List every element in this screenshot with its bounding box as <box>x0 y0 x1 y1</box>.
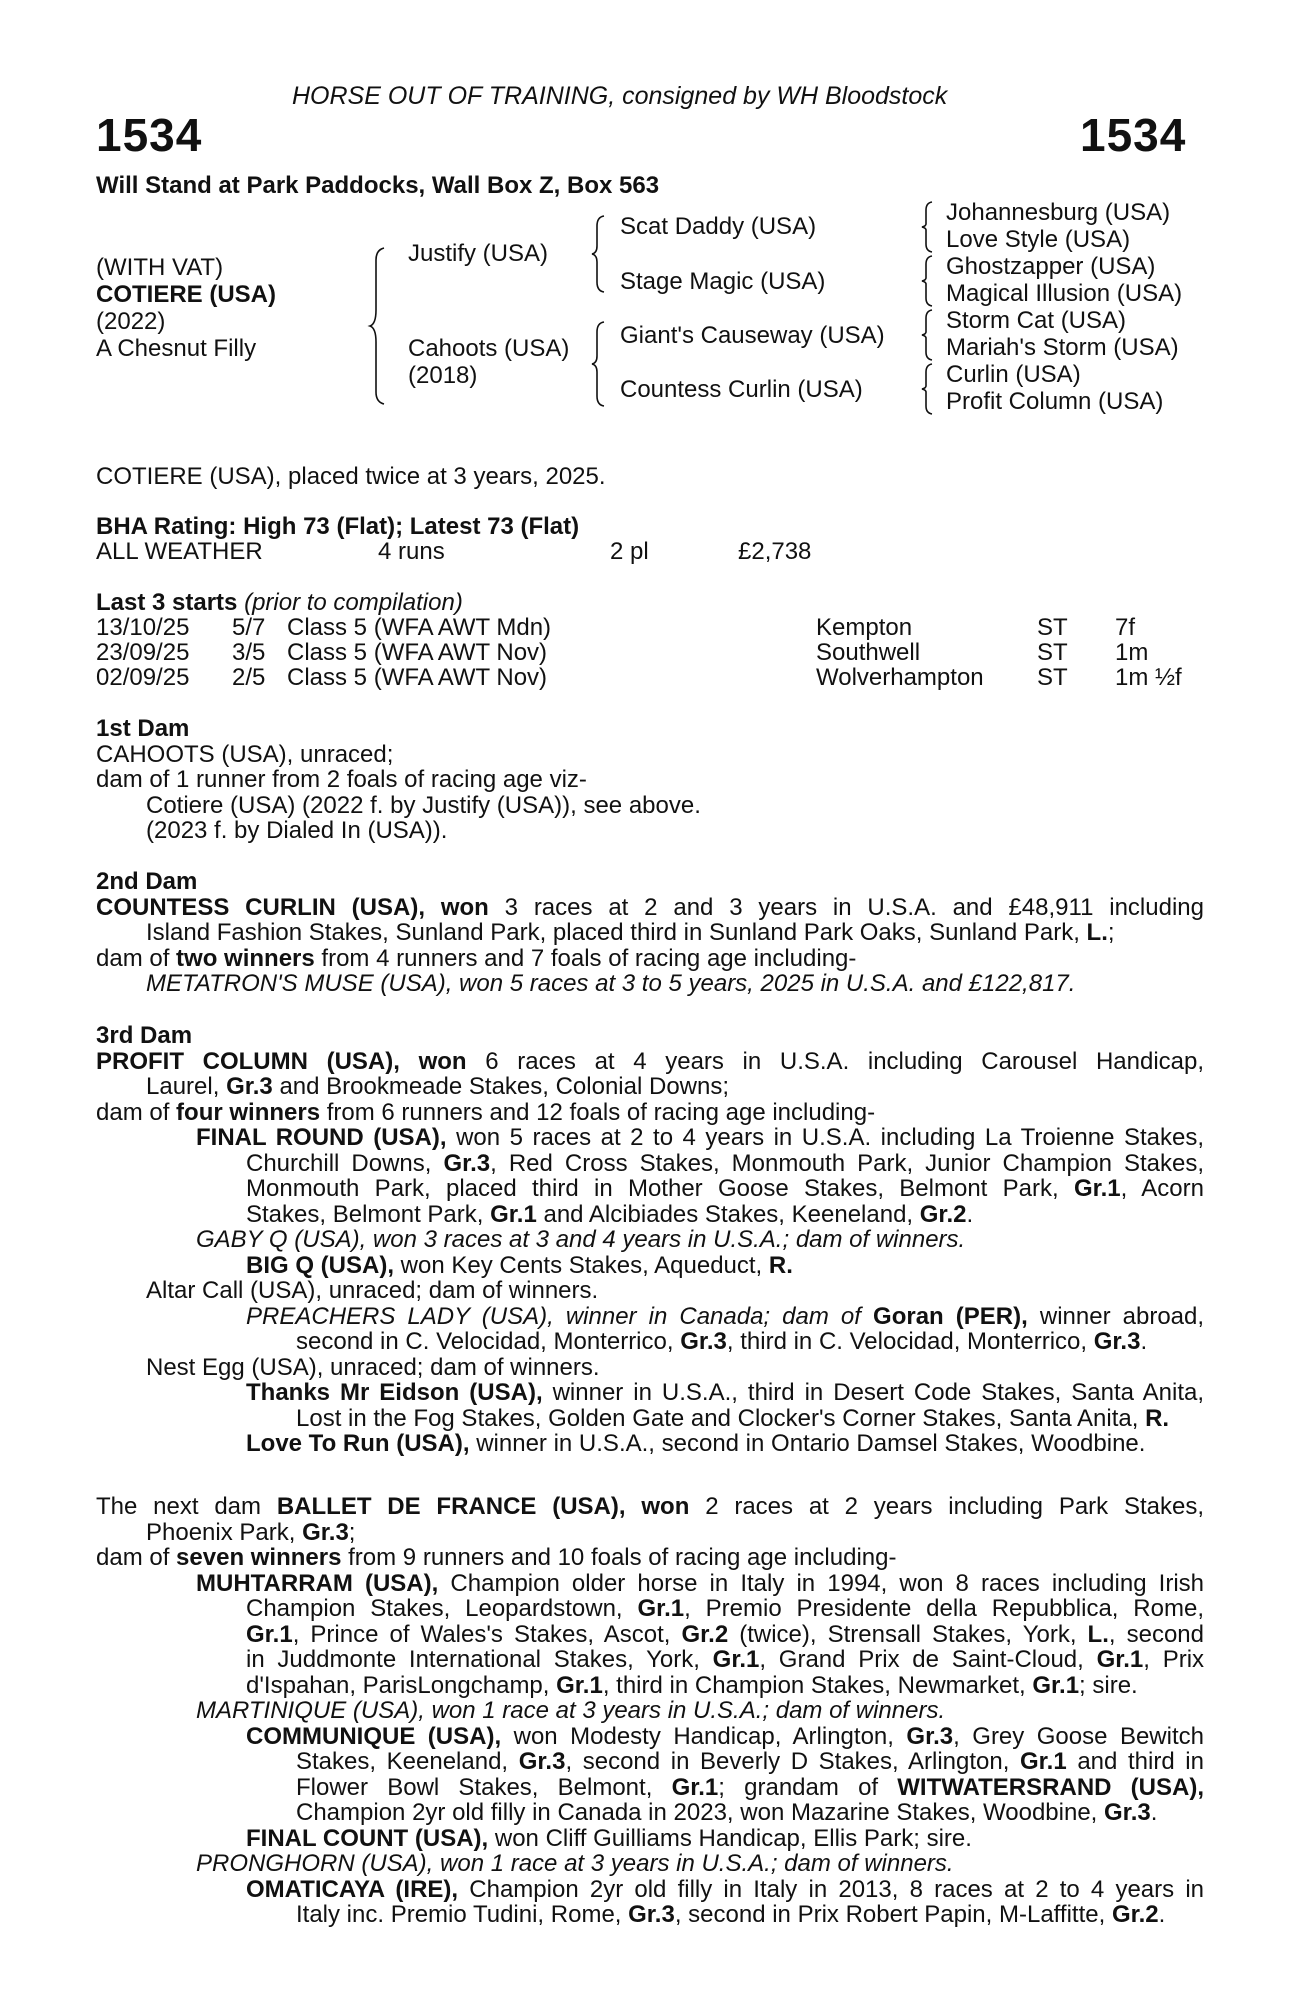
grade-label: Gr.1 <box>1096 1646 1144 1673</box>
start-race-2: Class 5 (WFA AWT Nov) <box>287 639 548 666</box>
muhtarram-text-4c: , Prix <box>1143 1646 1205 1673</box>
communique-line-4 <box>96 1800 1204 1826</box>
next-dam-section <box>96 1494 1204 1928</box>
next-dam-line-3 <box>96 1545 1204 1571</box>
last-starts-note: (prior to compilation) <box>244 589 463 616</box>
pedigree-g3: Ghostzapper (USA) <box>946 253 1156 280</box>
horse-name: COTIERE (USA) <box>96 281 276 308</box>
start-course-3: Wolverhampton <box>816 664 984 691</box>
grade-label: Gr.1 <box>637 1595 685 1622</box>
vat-note: (WITH VAT) <box>96 254 224 281</box>
restricted-label: R. <box>768 1251 793 1279</box>
pedigree-g7: Curlin (USA) <box>946 361 1081 388</box>
communique-text-1a: won Modesty Handicap, Arlington, <box>513 1722 894 1750</box>
next-dam-name: BALLET DE FRANCE (USA), <box>276 1493 626 1520</box>
start-going-3: ST <box>1037 664 1068 691</box>
start-date-3: 02/09/25 <box>96 664 190 691</box>
grade-label: Gr.2 <box>919 1200 967 1228</box>
listed-label: L. <box>1087 1620 1109 1648</box>
final-round-text-4c: . <box>966 1200 974 1228</box>
grade-label: Gr.3 <box>1104 1799 1151 1826</box>
next-dam-text-3c: from 9 runners and 10 foals of racing age including- <box>348 1544 897 1571</box>
second-dam-line-2-text: Island Fashion Stakes, Sunland Park, placed third in Sunland Park Oaks, Sunland Park, <box>146 919 1080 946</box>
communique-text-1b: , Grey Goose Bewitch <box>953 1722 1204 1750</box>
grade-label: Gr.1 <box>1020 1748 1067 1775</box>
next-dam-line-2 <box>96 1520 1204 1546</box>
love-to-run-text: winner in U.S.A., second in Ontario Damsel Stakes, Woodbine. <box>476 1430 1146 1457</box>
pedigree-brace-g2 <box>922 254 936 308</box>
grade-label: Gr.2 <box>681 1620 729 1648</box>
final-round-line-4 <box>96 1202 1204 1228</box>
final-count-text: won Cliff Guilliams Handicap, Ellis Park; sire. <box>494 1824 972 1852</box>
start-going-2: ST <box>1037 639 1068 666</box>
second-dam-listed: L. <box>1086 919 1108 946</box>
third-dam-heading: 3rd Dam <box>96 1022 193 1049</box>
preachers-lady-text-2a: second in C. Velocidad, Monterrico, <box>296 1328 674 1355</box>
third-dam-line-3 <box>96 1100 1204 1126</box>
thanks-mr-eidson-text-2: Lost in the Fog Stakes, Golden Gate and Clocker's Corner Stakes, Santa Anita, <box>296 1404 1139 1432</box>
first-dam-line-2: dam of 1 runner from 2 foals of racing age viz- <box>96 766 587 793</box>
grade-label: Gr.1 <box>1032 1671 1080 1699</box>
pedigree-sire-sire: Scat Daddy (USA) <box>620 213 817 240</box>
altar-call-line: Altar Call (USA), unraced; dam of winners. <box>146 1277 599 1304</box>
preachers-lady-line-2 <box>96 1329 1204 1355</box>
pronghorn-line: PRONGHORN (USA), won 1 race at 3 years in U.S.A.; dam of winners. <box>196 1850 954 1877</box>
horse-description: A Chesnut Filly <box>96 335 257 362</box>
goran-name: Goran (PER), <box>873 1302 1028 1330</box>
communique-line-2 <box>96 1749 1204 1775</box>
first-dam-line-1: CAHOOTS (USA), unraced; <box>96 740 394 768</box>
next-dam-text-3a: dam of <box>96 1544 170 1571</box>
next-dam-won: won <box>641 1493 690 1520</box>
gaby-q-line: GABY Q (USA), won 3 races at 3 and 4 years in U.S.A.; dam of winners. <box>196 1226 966 1253</box>
grade-label: Gr.3 <box>226 1073 273 1100</box>
thanks-mr-eidson-text-1: winner in U.S.A., third in Desert Code Stakes, Santa Anita, <box>552 1379 1204 1406</box>
communique-text-4a: Champion 2yr old filly in Canada in 2023, won Mazarine Stakes, Woodbine, <box>296 1799 1098 1826</box>
third-dam-name: PROFIT COLUMN (USA), <box>96 1047 400 1075</box>
grade-label: Gr.3 <box>443 1149 491 1177</box>
omaticaya-text-2b: , second in Prix Robert Papin, M-Laffitte, <box>674 1901 1106 1928</box>
preachers-lady-line-1 <box>96 1304 1204 1330</box>
first-dam-line-3: Cotiere (USA) (2022 f. by Justify (USA)), see above. <box>146 791 701 819</box>
summary-line: COTIERE (USA), placed twice at 3 years, 2025. <box>96 463 606 490</box>
thanks-mr-eidson-line-1 <box>96 1380 1204 1406</box>
pedigree-brace-g4 <box>922 362 936 416</box>
grade-label: Gr.2 <box>1111 1901 1159 1928</box>
martinique-line: MARTINIQUE (USA), won 1 race at 3 years in U.S.A.; dam of winners. <box>196 1697 946 1724</box>
lot-number-right: 1534 <box>1080 109 1187 161</box>
start-pos-3: 2/5 <box>232 664 266 691</box>
pedigree-dam-sire: Giant's Causeway (USA) <box>620 322 885 349</box>
omaticaya-text-1: Champion 2yr old filly in Italy in 2013, 8 races at 2 to 4 years in <box>469 1875 1204 1903</box>
third-dam-won: won <box>418 1047 467 1075</box>
second-dam-line-2 <box>96 920 1204 946</box>
preachers-lady-text-2c: . <box>1140 1328 1148 1355</box>
second-dam-line-3c: from 4 runners and 7 foals of racing age including- <box>321 944 857 972</box>
witwatersrand-name: WITWATERSRAND (USA), <box>897 1773 1204 1801</box>
omaticaya-name: OMATICAYA (IRE), <box>246 1875 459 1903</box>
omaticaya-line-1 <box>96 1877 1204 1903</box>
third-dam-line-2b: and Brookmeade Stakes, Colonial Downs; <box>279 1073 730 1100</box>
grade-label: Gr.3 <box>518 1748 566 1775</box>
last-starts-title: Last 3 starts <box>96 589 238 616</box>
pedigree-sire-dam: Stage Magic (USA) <box>620 268 826 295</box>
pedigree-dam: Cahoots (USA) <box>408 335 570 362</box>
rating-placings: 2 pl <box>610 538 649 565</box>
muhtarram-text-2a: Champion Stakes, Leopardstown, <box>246 1595 623 1622</box>
stand-location: Will Stand at Park Paddocks, Wall Box Z, Box 563 <box>96 172 660 199</box>
start-race-3: Class 5 (WFA AWT Nov) <box>287 664 548 691</box>
muhtarram-line-4 <box>96 1647 1204 1673</box>
second-dam-line-4: METATRON'S MUSE (USA), won 5 races at 3 to 5 years, 2025 in U.S.A. and £122,817. <box>146 970 1076 997</box>
third-dam-line-2a: Laurel, <box>146 1073 220 1100</box>
big-q-text: won Key Cents Stakes, Aqueduct, <box>400 1251 763 1279</box>
final-round-text-1: won 5 races at 2 to 4 years in U.S.A. including La Troienne Stakes, <box>456 1124 1205 1151</box>
grade-label: Gr.3 <box>680 1328 727 1355</box>
grade-label: Gr.1 <box>490 1200 537 1228</box>
final-round-text-2a: Churchill Downs, <box>246 1149 432 1177</box>
muhtarram-text-4b: , Grand Prix de Saint-Cloud, <box>759 1646 1084 1673</box>
second-dam-line-1 <box>96 895 1204 921</box>
final-round-text-4b: and Alcibiades Stakes, Keeneland, <box>543 1200 914 1228</box>
final-round-text-2b: , Red Cross Stakes, Monmouth Park, Junior Champion Stakes, <box>490 1149 1204 1177</box>
muhtarram-text-3a: , Prince of Wales's Stakes, Ascot, <box>292 1620 671 1648</box>
pedigree-g5: Storm Cat (USA) <box>946 307 1127 334</box>
muhtarram-text-3b: (twice), Strensall Stakes, York, <box>739 1620 1077 1648</box>
start-pos-2: 3/5 <box>232 639 266 666</box>
pedigree-g8: Profit Column (USA) <box>946 388 1164 415</box>
rating-surface: ALL WEATHER <box>96 538 263 565</box>
pedigree-brace-dam <box>592 320 608 408</box>
communique-line-1 <box>96 1724 1204 1750</box>
omaticaya-line-2 <box>96 1902 1204 1928</box>
final-count-name: FINAL COUNT (USA), <box>246 1824 489 1852</box>
muhtarram-line-2 <box>96 1596 1204 1622</box>
start-course-1: Kempton <box>816 614 913 641</box>
third-dam-line-3c: from 6 runners and 12 foals of racing age including- <box>326 1098 876 1126</box>
preachers-lady-text-1b: winner abroad, <box>1039 1302 1205 1330</box>
pedigree-brace-main <box>370 246 390 406</box>
grade-label: Gr.1 <box>1073 1175 1121 1202</box>
final-round-text-3b: , Acorn <box>1120 1175 1204 1202</box>
muhtarram-text-4a: in Juddmonte International Stakes, York, <box>246 1646 700 1673</box>
pedigree-g2: Love Style (USA) <box>946 226 1131 253</box>
start-dist-2: 1m <box>1115 639 1149 666</box>
second-dam-heading: 2nd Dam <box>96 868 198 895</box>
second-dam-section <box>96 869 1204 997</box>
start-date-2: 23/09/25 <box>96 639 190 666</box>
third-dam-line-1 <box>96 1049 1204 1075</box>
pedigree-brace-sire <box>592 214 608 294</box>
next-dam-text-2a: Phoenix Park, <box>146 1518 296 1546</box>
restricted-label: R. <box>1145 1404 1170 1432</box>
next-dam-text-2c: ; <box>348 1518 356 1546</box>
rating-runs: 4 runs <box>378 538 445 565</box>
thanks-mr-eidson-name: Thanks Mr Eidson (USA), <box>246 1379 543 1406</box>
muhtarram-name: MUHTARRAM (USA), <box>196 1569 439 1597</box>
second-dam-line-2-end: ; <box>1107 919 1115 946</box>
pedigree-brace-g3 <box>922 308 936 362</box>
last-starts-heading <box>96 590 463 615</box>
third-dam-section <box>96 1023 1204 1457</box>
preachers-lady-text-1a: PREACHERS LADY (USA), winner in Canada; dam of <box>246 1302 861 1330</box>
grade-label: Gr.1 <box>246 1620 293 1648</box>
thanks-mr-eidson-line-2 <box>96 1406 1204 1432</box>
horse-year: (2022) <box>96 308 166 335</box>
muhtarram-line-3 <box>96 1622 1204 1648</box>
first-dam-section <box>96 716 1204 844</box>
nest-egg-line: Nest Egg (USA), unraced; dam of winners. <box>146 1353 600 1381</box>
grade-label: Gr.1 <box>671 1773 719 1801</box>
next-dam-winners: seven winners <box>176 1544 342 1571</box>
big-q-name: BIG Q (USA), <box>246 1251 394 1279</box>
communique-text-4b: . <box>1150 1799 1158 1826</box>
pedigree-g1: Johannesburg (USA) <box>946 199 1171 226</box>
second-dam-line-1-rest: 3 races at 2 and 3 years in U.S.A. and £48,911 including <box>504 893 1204 921</box>
final-round-name: FINAL ROUND (USA), <box>196 1124 447 1151</box>
communique-name: COMMUNIQUE (USA), <box>246 1722 502 1750</box>
third-dam-line-2 <box>96 1074 1204 1100</box>
omaticaya-text-2a: Italy inc. Premio Tudini, Rome, <box>296 1901 622 1928</box>
start-pos-1: 5/7 <box>232 614 266 641</box>
start-going-1: ST <box>1037 614 1068 641</box>
muhtarram-text-5c: ; sire. <box>1079 1671 1138 1699</box>
love-to-run-name: Love To Run (USA), <box>246 1430 470 1457</box>
second-dam-name: COUNTESS CURLIN (USA), <box>96 893 425 921</box>
bha-rating: BHA Rating: High 73 (Flat); Latest 73 (Flat) <box>96 513 580 540</box>
rating-earnings: £2,738 <box>738 538 812 565</box>
next-dam-text-1b: 2 races at 2 years including Park Stakes, <box>705 1493 1205 1520</box>
pedigree-g6: Mariah's Storm (USA) <box>946 334 1179 361</box>
final-round-text-4a: Stakes, Belmont Park, <box>246 1200 484 1228</box>
communique-line-3 <box>96 1775 1204 1801</box>
muhtarram-text-2b: , Premio Presidente della Repubblica, Rome, <box>684 1595 1204 1622</box>
second-dam-line-3 <box>96 946 1204 972</box>
muhtarram-text-3c: , second <box>1108 1620 1204 1648</box>
start-course-2: Southwell <box>816 639 921 666</box>
final-count-line <box>96 1826 1204 1852</box>
second-dam-won: won <box>440 893 489 921</box>
final-round-line-2 <box>96 1151 1204 1177</box>
pedigree-sire: Justify (USA) <box>408 240 549 267</box>
grade-label: Gr.3 <box>906 1722 954 1750</box>
lot-number-left: 1534 <box>96 109 203 161</box>
grade-label: Gr.3 <box>302 1518 349 1546</box>
third-dam-line-3a: dam of <box>96 1098 170 1126</box>
next-dam-line-1 <box>96 1494 1204 1520</box>
final-round-text-3a: Monmouth Park, placed third in Mother Goose Stakes, Belmont Park, <box>246 1175 1059 1202</box>
preachers-lady-text-2b: , third in C. Velocidad, Monterrico, <box>726 1328 1088 1355</box>
final-round-line-3 <box>96 1176 1204 1202</box>
first-dam-heading: 1st Dam <box>96 715 190 742</box>
communique-text-2a: Stakes, Keeneland, <box>296 1748 509 1775</box>
big-q-line <box>96 1253 1204 1279</box>
grade-label: Gr.3 <box>628 1901 675 1928</box>
third-dam-winners: four winners <box>176 1098 321 1126</box>
communique-text-2c: and third in <box>1077 1748 1204 1775</box>
pedigree-brace-g1 <box>922 200 936 254</box>
pedigree-g4: Magical Illusion (USA) <box>946 280 1183 307</box>
communique-text-3a: Flower Bowl Stakes, Belmont, <box>296 1773 653 1801</box>
omaticaya-text-2c: . <box>1158 1901 1166 1928</box>
consignment-line: HORSE OUT OF TRAINING, consigned by WH Bloodstock <box>292 82 948 110</box>
first-dam-line-4: (2023 f. by Dialed In (USA)). <box>146 817 448 844</box>
final-round-line-1 <box>96 1125 1204 1151</box>
next-dam-text-1a: The next dam <box>96 1493 262 1520</box>
start-date-1: 13/10/25 <box>96 614 190 641</box>
pedigree-dam-year: (2018) <box>408 362 478 389</box>
grade-label: Gr.1 <box>556 1671 603 1699</box>
start-race-1: Class 5 (WFA AWT Mdn) <box>287 614 552 641</box>
communique-text-3b: ; grandam of <box>718 1773 879 1801</box>
second-dam-winners: two winners <box>176 944 315 972</box>
communique-text-2b: , second in Beverly D Stakes, Arlington, <box>565 1748 1010 1775</box>
third-dam-line-1-rest: 6 races at 4 years in U.S.A. including Carousel Handicap, <box>485 1047 1205 1075</box>
pedigree-dam-dam: Countess Curlin (USA) <box>620 376 863 403</box>
love-to-run-line <box>96 1431 1204 1457</box>
grade-label: Gr.3 <box>1093 1328 1141 1355</box>
second-dam-line-3a: dam of <box>96 944 170 972</box>
muhtarram-text-1: Champion older horse in Italy in 1994, won 8 races including Irish <box>450 1569 1205 1597</box>
start-dist-3: 1m ½f <box>1115 664 1182 691</box>
start-dist-1: 7f <box>1115 614 1136 641</box>
muhtarram-text-5a: d'Ispahan, ParisLongchamp, <box>246 1671 550 1699</box>
muhtarram-line-1 <box>96 1571 1204 1597</box>
muhtarram-line-5 <box>96 1673 1204 1699</box>
muhtarram-text-5b: , third in Champion Stakes, Newmarket, <box>602 1671 1026 1699</box>
grade-label: Gr.1 <box>712 1646 760 1673</box>
